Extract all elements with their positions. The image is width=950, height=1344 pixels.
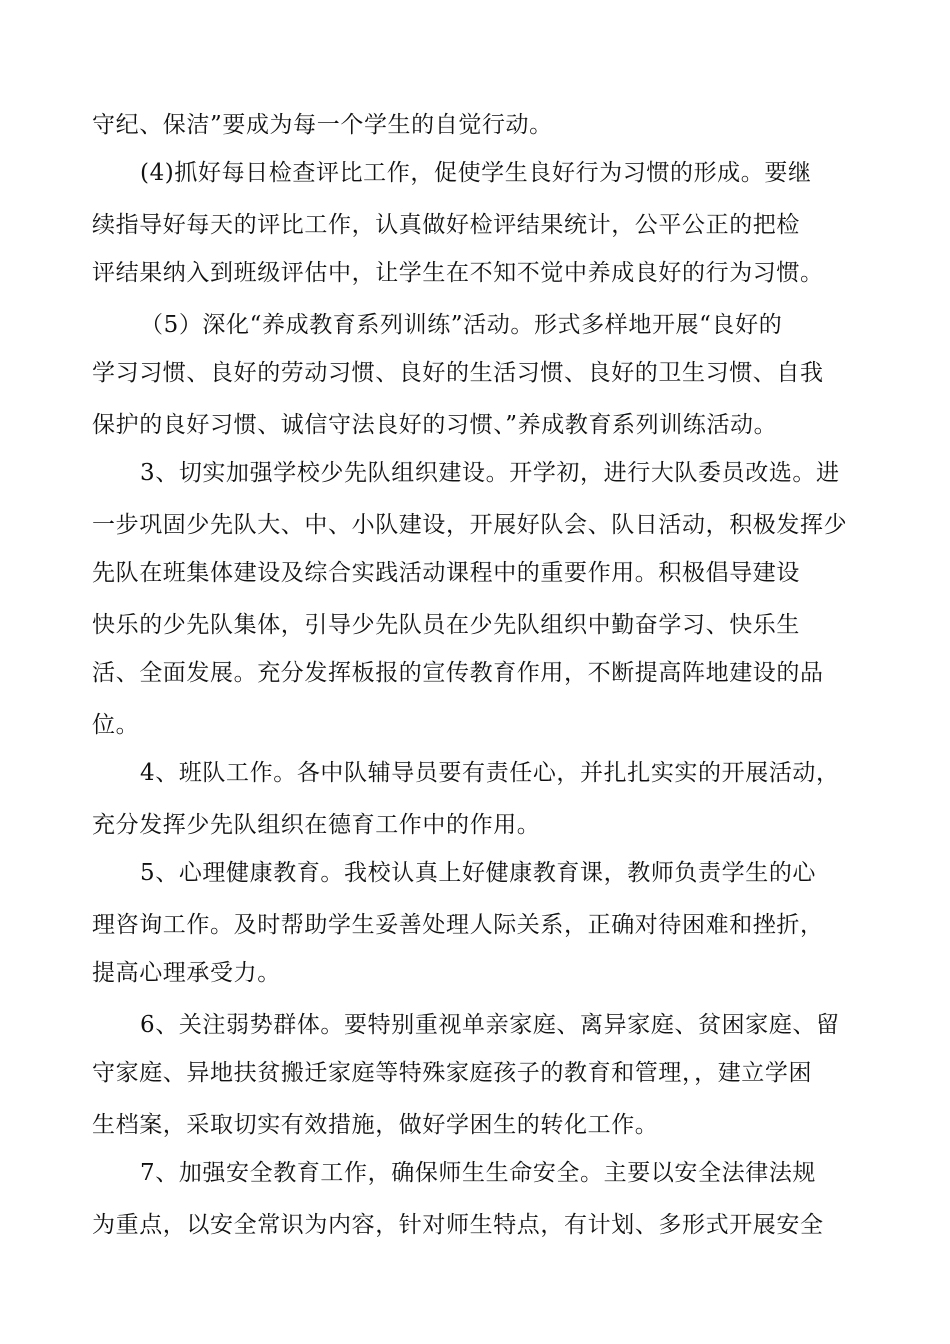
text-line-11: 快乐的少先队集体，引导少先队员在少先队组织中勤奋学习、快乐生	[92, 612, 800, 638]
text-line-3: 续指导好每天的评比工作，认真做好检评结果统计，公平公正的把检	[92, 212, 800, 238]
text-line-10: 先队在班集体建设及综合实践活动课程中的重要作用。积极倡导建设	[92, 560, 800, 586]
text-line-16: 5、心理健康教育。我校认真上好健康教育课，教师负责学生的心	[140, 860, 817, 886]
text-line-1: 守纪、保洁”要成为每一个学生的自觉行动。	[92, 112, 553, 138]
text-line-15: 充分发挥少先队组织在德育工作中的作用。	[92, 812, 541, 838]
text-line-13: 位。	[92, 712, 140, 738]
text-line-19: 6、关注弱势群体。要特别重视单亲家庭、离异家庭、贫困家庭、留	[140, 1012, 840, 1038]
text-line-22: 7、加强安全教育工作，确保师生生命安全。主要以安全法律法规	[140, 1160, 817, 1186]
text-line-7: 保护的良好习惯、诚信守法良好的习惯、”养成教育系列训练活动。	[92, 412, 778, 438]
text-line-18: 提高心理承受力。	[92, 960, 281, 986]
text-line-9: 一步巩固少先队大、中、小队建设，开展好队会、队日活动，积极发挥少	[92, 512, 848, 538]
text-line-14: 4、班队工作。各中队辅导员要有责任心，并扎扎实实的开展活动，	[140, 760, 840, 786]
text-line-23: 为重点，以安全常识为内容，针对师生特点，有计划、多形式开展安全	[92, 1212, 824, 1238]
text-line-12: 活、全面发展。充分发挥板报的宣传教育作用，不断提高阵地建设的品	[92, 660, 824, 686]
text-line-5: （5）深化“养成教育系列训练”活动。形式多样地开展“良好的	[140, 312, 783, 338]
text-line-6: 学习习惯、良好的劳动习惯、良好的生活习惯、良好的卫生习惯、自我	[92, 360, 824, 386]
text-line-4: 评结果纳入到班级评估中，让学生在不知不觉中养成良好的行为习惯。	[92, 260, 824, 286]
text-line-2: (4)抓好每日检查评比工作，促使学生良好行为习惯的形成。要继	[140, 160, 812, 186]
text-line-8: 3、切实加强学校少先队组织建设。开学初，进行大队委员改选。进	[140, 460, 840, 486]
text-line-20: 守家庭、异地扶贫搬迁家庭等特殊家庭孩子的教育和管理，，建立学困	[92, 1060, 813, 1086]
text-line-21: 生档案，采取切实有效措施，做好学困生的转化工作。	[92, 1112, 659, 1138]
text-line-17: 理咨询工作。及时帮助学生妥善处理人际关系，正确对待困难和挫折，	[92, 912, 824, 938]
